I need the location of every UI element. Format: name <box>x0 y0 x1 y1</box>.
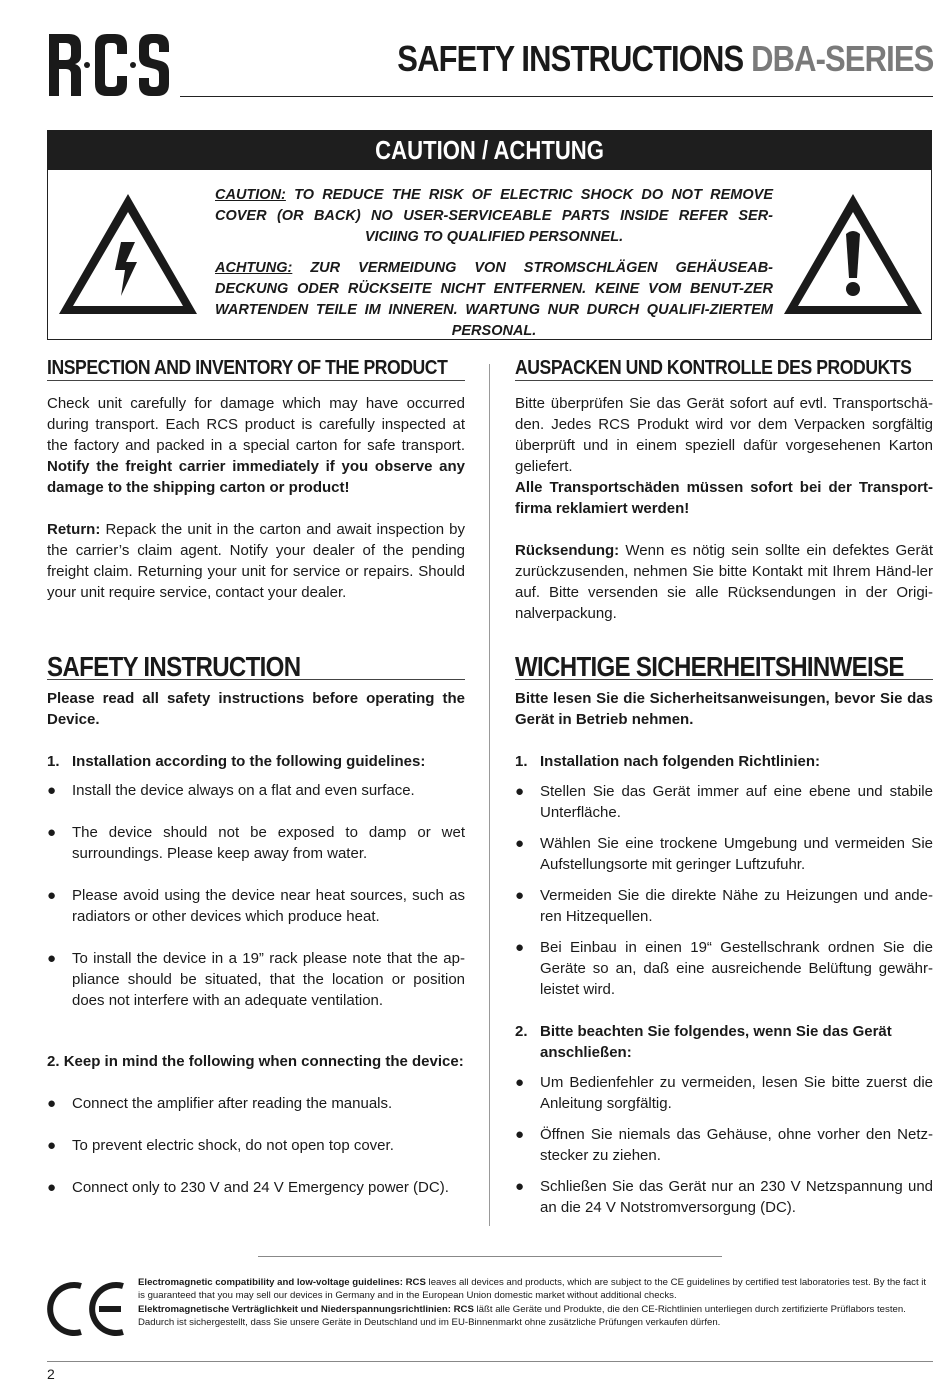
list-item: ● Connect the amplifier after reading the manuals. <box>47 1093 465 1114</box>
inspection-heading-en: INSPECTION AND INVENTORY OF THE PRODUCT <box>47 358 465 381</box>
compliance-de: Elektromagnetische Verträglichkeit und Niederspannungsrichtlinien: RCS läßt alle Geräte und Produkte, die den CE-Richtlinien unterliegen durch zertifizierte Prüflabors testen. Dadurch ist sichergestellt, dass Sie unsere Geräte in Deutschland und im EU-Binnenmarkt ohne zusätzliche Prüfungen verkaufen dürfen. <box>138 1304 906 1328</box>
section-2-title-en: 2. Keep in mind the following when connecting the device: <box>47 1053 464 1070</box>
caution-en: CAUTION: TO REDUCE THE RISK OF ELECTRIC SHOCK DO NOT REMOVE COVER (OR BACK) NO USER-SERVICEABLE PARTS INSIDE REFER SER-VICIING TO QUALIFIED PERSONNEL. <box>215 187 773 245</box>
section-1-title-en: 1. Installation according to the following guidelines: <box>47 753 426 770</box>
exclamation-warning-icon <box>780 190 926 318</box>
rcs-logo <box>47 32 171 98</box>
compliance-en: Electromagnetic compatibility and low-voltage guidelines: RCS leaves all devices and products, which are subject to the CE guidelines by certified test laboratories test. By the fact it is guaranteed that you may sell our devices in Germany and in the European Union domestic market without additional checks. <box>138 1277 927 1301</box>
list-item: ● The device should not be exposed to damp or wet surroundings. Please keep away from water. <box>47 822 465 864</box>
page-bottom-rule <box>47 1361 933 1362</box>
list-item: ● To install the device in a 19” rack please note that the ap-pliance should be situated, that the location or position does not interfere with an adequate ventilation. <box>47 948 465 1011</box>
header-rule <box>180 96 933 97</box>
caution-en-label: CAUTION: <box>215 187 286 203</box>
list-item: ● Connect only to 230 V and 24 V Emergency power (DC). <box>47 1177 465 1198</box>
inspection-bold-de: Alle Transportschäden müssen sofort bei der Transport-firma reklamiert werden! <box>515 479 933 517</box>
list-item: ● Install the device always on a flat and even surface. <box>47 780 465 801</box>
list-item: ● Schließen Sie das Gerät nur an 230 V Netzspannung und an die 24 V Notstromversorgung (DC). <box>515 1176 933 1218</box>
return-text-en: Return: Repack the unit in the carton and await inspection by the carrier’s claim agent. Notify your dealer of the pending freight claim. Returning your unit for service or repairs. Should your unit require service, contact your dealer. <box>47 521 465 601</box>
compliance-notice <box>138 1277 933 1331</box>
list-item: ● Bei Einbau in einen 19“ Gestellschrank ordnen Sie die Geräte so an, daß eine ausreichende Belüftung gewähr-leistet wird. <box>515 937 933 1000</box>
safety-intro-de: Bitte lesen Sie die Sicherheitsanweisungen, bevor Sie das Gerät in Betrieb nehmen. <box>515 690 933 728</box>
list-item: ● Please avoid using the device near heat sources, such as radiators or other devices which produce heat. <box>47 885 465 927</box>
ce-mark-icon <box>47 1278 127 1340</box>
page-number: 2 <box>47 1366 55 1382</box>
safety-section-en <box>47 651 465 1198</box>
list-item: ● Vermeiden Sie die direkte Nähe zu Heizungen und ande-ren Hitzequellen. <box>515 885 933 927</box>
inspection-text-de: Bitte überprüfen Sie das Gerät sofort auf evtl. Transportschä-den. Jedes RCS Produkt wird vor dem Verpacken sorgfältig überprüft und in einem speziell dafür vorgesehenen Karton geliefert. <box>515 395 933 475</box>
safety-heading-de: WICHTIGE SICHERHEITSHINWEISE <box>515 656 933 680</box>
safety-heading-en: SAFETY INSTRUCTION <box>47 656 465 680</box>
caution-text <box>215 185 773 352</box>
title-main: SAFETY INSTRUCTIONS <box>396 38 743 79</box>
column-divider <box>489 364 490 1226</box>
caution-heading: CAUTION / ACHTUNG <box>47 130 932 170</box>
caution-de: ACHTUNG: ZUR VERMEIDUNG VON STROMSCHLÄGEN GEHÄUSEAB-DECKUNG ODER RÜCKSEITE NICHT ENTFERNEN. KEINE VOM BENUT-ZER WARTENDEN TEILE IM INNEREN. WARTUNG NUR DURCH QUALIFI-ZIERTEM PERSONAL. <box>215 260 773 339</box>
electric-shock-warning-icon <box>55 190 201 318</box>
inspection-section-de <box>515 358 933 624</box>
safety-section-de <box>515 651 933 1218</box>
section-1-title-de: 1. Installation nach folgenden Richtlinien: <box>515 753 821 770</box>
title-series: DBA-SERIES <box>750 38 933 79</box>
inspection-heading-de: AUSPACKEN UND KONTROLLE DES PRODUKTS <box>515 358 933 381</box>
footer-divider <box>258 1256 722 1257</box>
caution-de-label: ACHTUNG: <box>215 260 293 276</box>
list-item: ● Um Bedienfehler zu vermeiden, lesen Sie bitte zuerst die Anleitung sorgfältig. <box>515 1072 933 1114</box>
inspection-text-en: Check unit carefully for damage which may have occurred during transport. Each RCS product is carefully inspected at the factory and packed in a special carton for safe transport. Notify the freight carrier immediately if you observe any damage to the shipping carton or product! <box>47 395 465 496</box>
list-item: ● Öffnen Sie niemals das Gehäuse, ohne vorher den Netz-stecker zu ziehen. <box>515 1124 933 1166</box>
return-text-de: Rücksendung: Wenn es nötig sein sollte ein defektes Gerät zurückzusenden, nehmen Sie bitte Kontakt mit Ihrem Händ-ler auf. Bitte versenden sie alle Rücksendungen in der Origi-nalverpackung. <box>515 542 933 622</box>
list-item: ● To prevent electric shock, do not open top cover. <box>47 1135 465 1156</box>
list-item: ● Stellen Sie das Gerät immer auf eine ebene und stabile Unterfläche. <box>515 781 933 823</box>
section-2-title-de: 2. Bitte beachten Sie folgendes, wenn Sie das Gerät anschließen: <box>515 1023 892 1061</box>
safety-intro-en: Please read all safety instructions before operating the Device. <box>47 690 465 728</box>
list-item: ● Wählen Sie eine trockene Umgebung und vermeiden Sie Aufstellungsorte mit geringer Luftzufuhr. <box>515 833 933 875</box>
page-title <box>397 38 933 80</box>
inspection-section-en <box>47 358 465 603</box>
